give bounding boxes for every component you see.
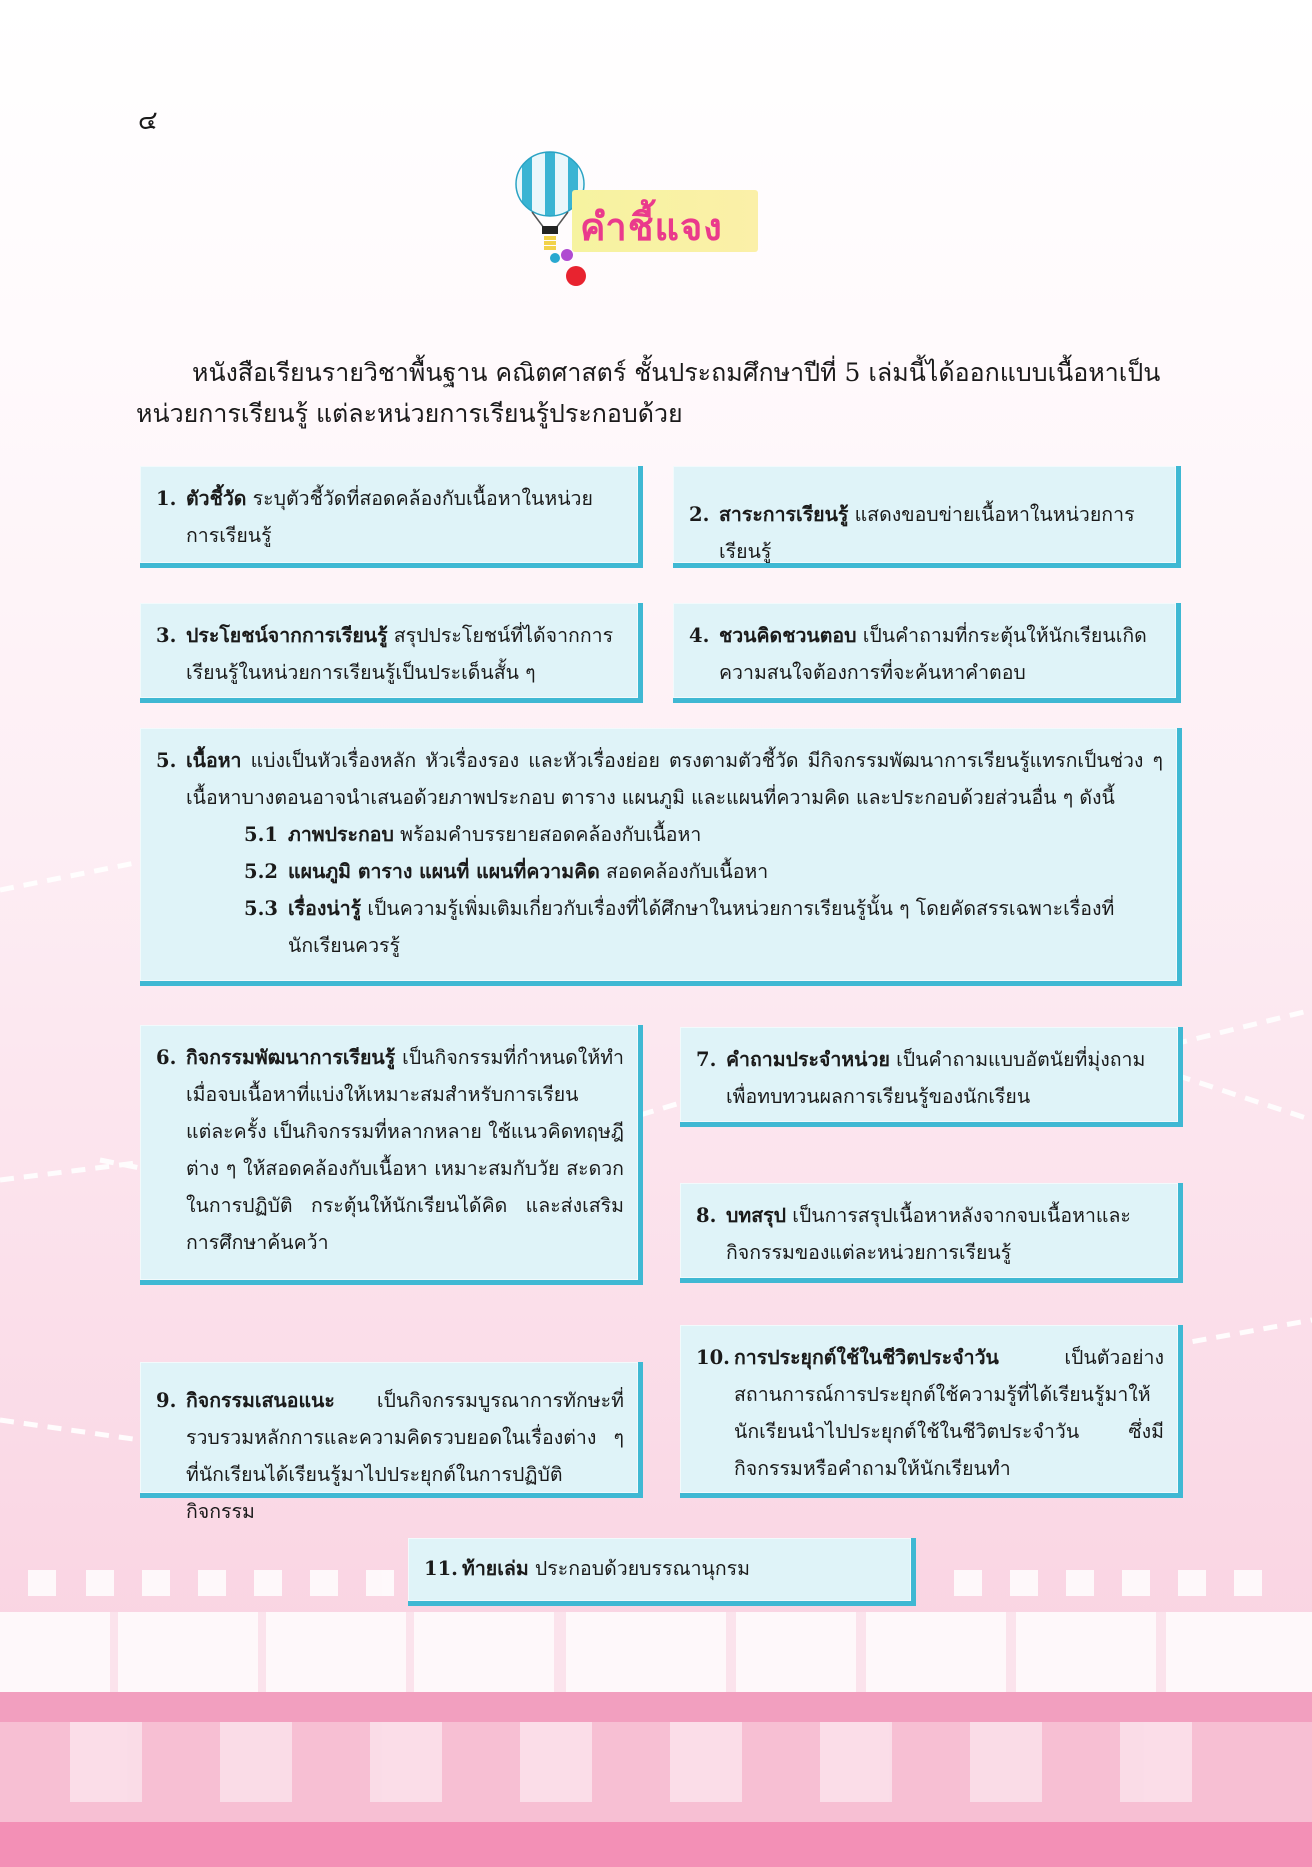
card-item-9 xyxy=(140,1362,643,1523)
item-text: แสดงขอบข่ายเนื้อหาในหน่วยการเรียนรู้ xyxy=(719,503,1135,563)
item-heading: กิจกรรมเสนอแนะ xyxy=(186,1389,335,1412)
item-number: 5. xyxy=(156,749,177,772)
sub-item-heading: แผนภูมิ ตาราง แผนที่ แผนที่ความคิด xyxy=(288,860,600,883)
card-item-6 xyxy=(140,1025,643,1285)
item-number: 3. xyxy=(156,624,177,647)
item-number: 9. xyxy=(156,1389,177,1412)
sub-item-number: 5.1 xyxy=(244,823,278,846)
sub-item-heading: ภาพประกอบ xyxy=(288,823,394,846)
card-item-1 xyxy=(140,466,643,568)
item-text: สรุปประโยชน์ที่ได้จากการเรียนรู้ในหน่วยการเรียนรู้เป็นประเด็นสั้น ๆ xyxy=(186,624,614,684)
item-text: แบ่งเป็นหัวเรื่องหลัก หัวเรื่องรอง และหัวเรื่องย่อย ตรงตามตัวชี้วัด มีกิจกรรมพัฒนาการเรียนรู้แทรกเป็นช่วง ๆ เนื้อหาบางตอนอาจนำเสนอด้วยภาพประกอบ ตาราง แผนภูมิ และแผนที่ความคิด และประกอบด้วยส่วนอื่น ๆ ดังนี้ xyxy=(186,749,1163,809)
item-number: 6. xyxy=(156,1046,177,1069)
item-number: 8. xyxy=(696,1204,717,1227)
sub-item-text: พร้อมคำบรรยายสอดคล้องกับเนื้อหา xyxy=(400,823,702,846)
card-item-7 xyxy=(680,1027,1183,1127)
item-heading: ตัวชี้วัด xyxy=(186,487,247,510)
card-item-8 xyxy=(680,1183,1183,1283)
item-text: เป็นกิจกรรมบูรณาการทักษะที่รวบรวมหลักการและความคิดรวบยอดในเรื่องต่าง ๆ ที่นักเรียนได้เรียนรู้มาไปประยุกต์ในการปฏิบัติกิจกรรม xyxy=(186,1389,624,1523)
item-heading: ท้ายเล่ม xyxy=(462,1557,529,1580)
intro-paragraph xyxy=(136,352,1176,434)
item-heading: ประโยชน์จากการเรียนรู้ xyxy=(186,624,388,647)
item-heading: คำถามประจำหน่วย xyxy=(726,1048,890,1071)
sub-item-text: สอดคล้องกับเนื้อหา xyxy=(606,860,769,883)
sub-item-number: 5.2 xyxy=(244,860,278,883)
card-item-4 xyxy=(673,603,1181,703)
item-text: เป็นการสรุปเนื้อหาหลังจากจบเนื้อหาและกิจกรรมของแต่ละหน่วยการเรียนรู้ xyxy=(726,1204,1131,1264)
item-text: เป็นกิจกรรมที่กำหนดให้ทำเมื่อจบเนื้อหาที่แบ่งให้เหมาะสมสำหรับการเรียนแต่ละครั้ง เป็นกิจกรรมที่หลากหลาย ใช้แนวคิดทฤษฎีต่าง ๆ ให้สอดคล้องกับเนื้อหา เหมาะสมกับวัย สะดวกในการปฏิบัติ กระตุ้นให้นักเรียนได้คิด และส่งเสริมการศึกษาค้นคว้า xyxy=(186,1046,624,1254)
item-text: เป็นคำถามที่กระตุ้นให้นักเรียนเกิดความสนใจต้องการที่จะค้นหาคำตอบ xyxy=(719,624,1147,684)
sub-item-5-1 xyxy=(156,816,1163,853)
item-heading: การประยุกต์ใช้ในชีวิตประจำวัน xyxy=(734,1346,999,1369)
item-number: 2. xyxy=(689,503,710,526)
page-number: ๔ xyxy=(138,106,158,136)
card-item-2 xyxy=(673,466,1181,568)
card-item-5 xyxy=(140,728,1182,986)
title-banner xyxy=(512,150,762,295)
item-text: เป็นตัวอย่างสถานการณ์การประยุกต์ใช้ความรู้ที่ได้เรียนรู้มาให้นักเรียนนำไปประยุกต์ใช้ในชีวิตประจำวัน ซึ่งมีกิจกรรมหรือคำถามให้นักเรียนทำ xyxy=(734,1346,1164,1480)
sub-item-number: 5.3 xyxy=(244,897,278,920)
item-text: ประกอบด้วยบรรณานุกรม xyxy=(534,1557,750,1580)
item-text: ระบุตัวชี้วัดที่สอดคล้องกับเนื้อหาในหน่วยการเรียนรู้ xyxy=(186,487,593,547)
sub-item-5-3 xyxy=(156,890,1163,964)
item-heading: ชวนคิดชวนตอบ xyxy=(719,624,857,647)
page-title: คำชี้แจง xyxy=(580,205,723,249)
item-number: 1. xyxy=(156,487,177,510)
sub-item-5-2 xyxy=(156,853,1163,890)
item-number: 7. xyxy=(696,1048,717,1071)
card-item-10 xyxy=(680,1325,1183,1498)
sub-item-heading: เรื่องน่ารู้ xyxy=(288,897,362,920)
item-number: 4. xyxy=(689,624,710,647)
item-number: 11. xyxy=(424,1557,458,1580)
card-item-3 xyxy=(140,603,643,703)
item-heading: สาระการเรียนรู้ xyxy=(719,503,849,526)
intro-text: หนังสือเรียนรายวิชาพื้นฐาน คณิตศาสตร์ ชั้นประถมศึกษาปีที่ 5 เล่มนี้ได้ออกแบบเนื้อหาเป็นหน่วยการเรียนรู้ แต่ละหน่วยการเรียนรู้ประกอบด้วย xyxy=(136,358,1161,428)
item-number: 10. xyxy=(696,1346,730,1369)
item-heading: บทสรุป xyxy=(726,1204,786,1227)
item-heading: เนื้อหา xyxy=(186,749,242,772)
item-text: เป็นคำถามแบบอัตนัยที่มุ่งถามเพื่อทบทวนผลการเรียนรู้ของนักเรียน xyxy=(726,1048,1146,1108)
item-heading: กิจกรรมพัฒนาการเรียนรู้ xyxy=(186,1046,396,1069)
card-item-11 xyxy=(408,1538,916,1606)
sub-item-text: เป็นความรู้เพิ่มเติมเกี่ยวกับเรื่องที่ได้ศึกษาในหน่วยการเรียนรู้นั้น ๆ โดยคัดสรรเฉพาะเรื่องที่นักเรียนควรรู้ xyxy=(288,897,1115,957)
